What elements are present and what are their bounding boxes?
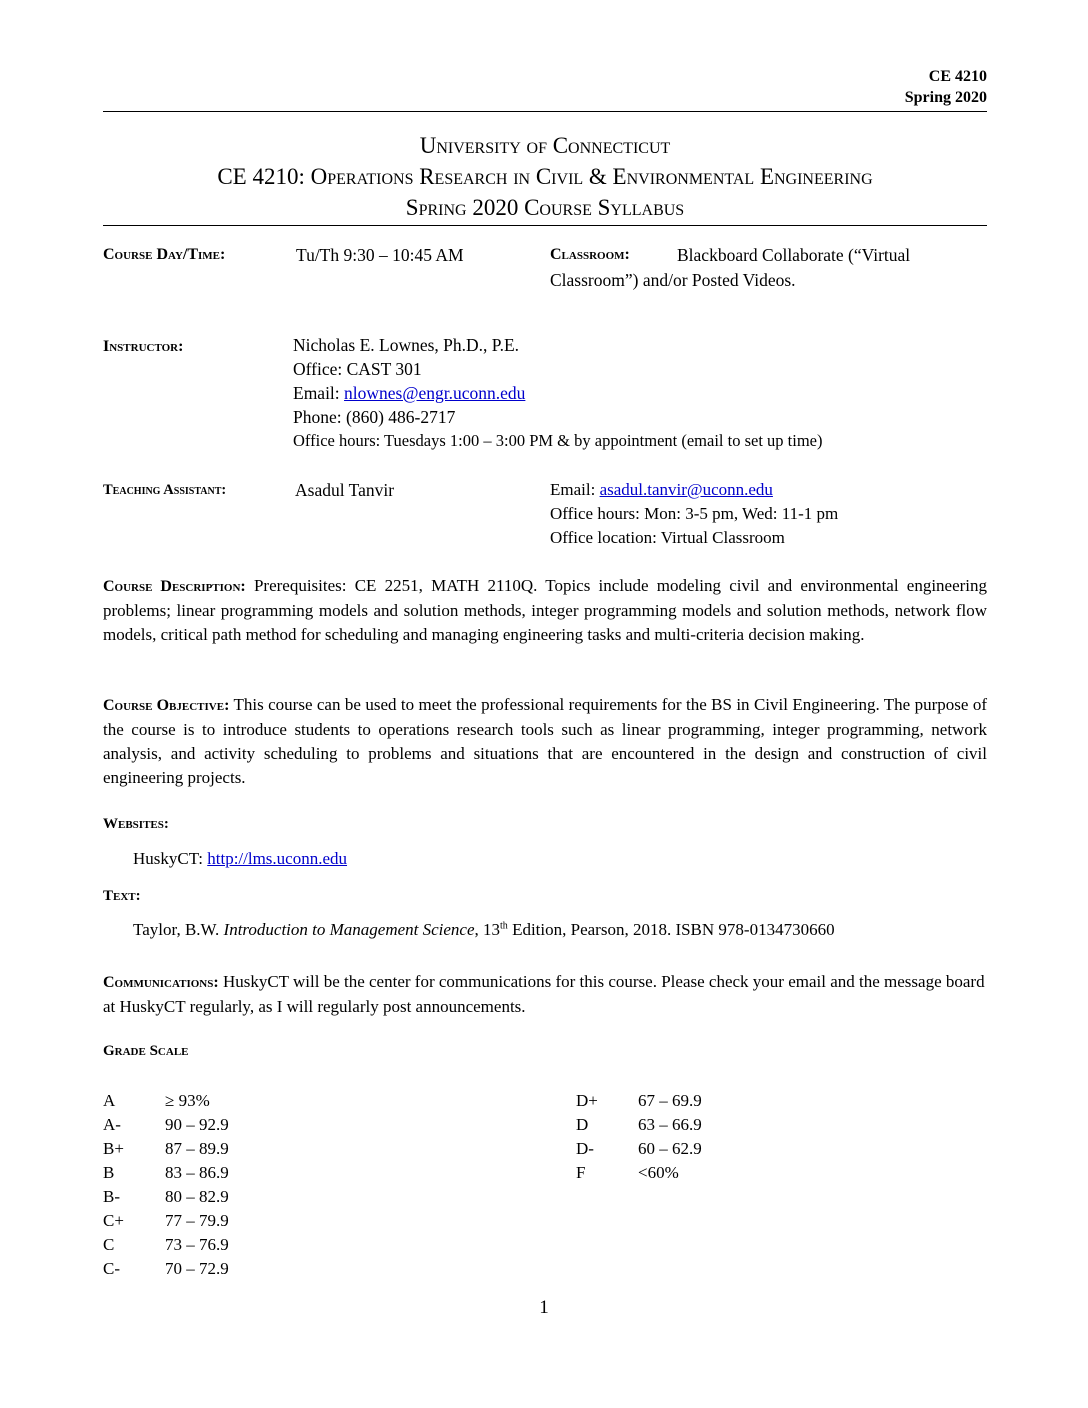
course-objective-text: This course can be used to meet the professional requirements for the BS in Civil Engineering. The purpose of the course is to introduce students to operations research tools such as linear programming, integer programming, network analysis, and activity scheduling to problems and situations that are encountered in the design and construction of civil engineering projects. <box>103 695 988 787</box>
title-university: University of Connecticut <box>419 133 671 158</box>
grade-letter: B <box>103 1163 115 1182</box>
header-course-code: CE 4210 <box>928 68 987 85</box>
grade-row <box>576 1113 702 1137</box>
header-term: Spring 2020 <box>904 89 987 106</box>
grade-range: 67 – 69.9 <box>638 1091 702 1110</box>
instructor-office-hours: Office hours: Tuesdays 1:00 – 3:00 PM & by appointment (email to set up time) <box>293 431 823 450</box>
course-objective <box>103 693 987 790</box>
communications <box>103 970 987 1019</box>
grade-range: ≥ 93% <box>165 1091 210 1110</box>
grade-letter: C- <box>103 1259 120 1278</box>
grade-letter: D <box>576 1115 589 1134</box>
ta-label: Teaching Assistant: <box>103 482 227 498</box>
ta-email-link[interactable]: asadul.tanvir@uconn.edu <box>599 480 773 499</box>
ta-office-location: Office location: Virtual Classroom <box>550 528 785 547</box>
grade-range: 73 – 76.9 <box>165 1235 229 1254</box>
grade-letter: F <box>576 1163 586 1182</box>
grade-letter: C+ <box>103 1211 124 1230</box>
websites-label: Websites: <box>103 816 169 832</box>
grade-range: 63 – 66.9 <box>638 1115 702 1134</box>
course-time-value: Tu/Th 9:30 – 10:45 AM <box>296 245 464 265</box>
instructor-office: Office: CAST 301 <box>293 359 422 379</box>
instructor-block <box>293 333 823 453</box>
grade-letter: C <box>103 1235 115 1254</box>
grade-range: 70 – 72.9 <box>165 1259 229 1278</box>
grade-range: <60% <box>638 1163 679 1182</box>
textbook-details: Edition, Pearson, 2018. ISBN 978-0134730660 <box>507 920 835 939</box>
ta-block <box>550 478 838 550</box>
ta-name: Asadul Tanvir <box>295 480 395 500</box>
ta-email-label: Email: <box>550 480 600 499</box>
course-objective-label: Course Objective: <box>103 697 230 714</box>
textbook-line <box>133 920 835 940</box>
grade-row <box>103 1137 229 1161</box>
course-description-text: Prerequisites: CE 2251, MATH 2110Q. Topics include modeling civil and environmental engineering problems; linear programming models and solution methods, integer programming models and solution methods, network flow models, critical path method for scheduling and managing engineering tasks and multi-criteria decision making. <box>103 576 988 644</box>
grade-row <box>103 1113 229 1137</box>
instructor-email-label: Email: <box>293 383 345 403</box>
grade-letter: D- <box>576 1139 594 1158</box>
websites-huskyct-line <box>133 849 347 869</box>
header-rule <box>103 111 987 112</box>
grade-row <box>576 1161 702 1185</box>
grade-row <box>103 1233 229 1257</box>
page-number: 1 <box>539 1297 549 1318</box>
textbook-title: Introduction to Management Science <box>223 920 475 939</box>
grade-letter: B- <box>103 1187 120 1206</box>
instructor-phone: Phone: (860) 486-2717 <box>293 407 456 427</box>
text-label: Text: <box>103 888 141 904</box>
grade-row <box>576 1089 702 1113</box>
grade-letter: A- <box>103 1115 121 1134</box>
course-description-label: Course Description: <box>103 578 246 595</box>
grade-range: 90 – 92.9 <box>165 1115 229 1134</box>
course-time-label: Course Day/Time: <box>103 246 226 263</box>
grade-range: 80 – 82.9 <box>165 1187 229 1206</box>
grade-letter: A <box>103 1091 116 1110</box>
classroom-line2: Classroom”) and/or Posted Videos. <box>550 270 796 290</box>
textbook-edition: , 13 <box>474 920 501 939</box>
instructor-email-line <box>293 381 823 405</box>
title-syllabus: Spring 2020 Course Syllabus <box>405 195 685 220</box>
instructor-label: Instructor: <box>103 338 184 355</box>
grade-range: 87 – 89.9 <box>165 1139 229 1158</box>
communications-label: Communications: <box>103 974 219 991</box>
grade-row <box>103 1209 229 1233</box>
grade-row <box>103 1089 229 1113</box>
grade-range: 83 – 86.9 <box>165 1163 229 1182</box>
grade-row <box>103 1161 229 1185</box>
grade-letter: D+ <box>576 1091 598 1110</box>
title-rule <box>103 225 987 226</box>
ta-email-line <box>550 478 838 502</box>
classroom-label: Classroom: <box>550 246 630 263</box>
communications-text: HuskyCT will be the center for communications for this course. Please check your email and the message board at HuskyCT regularly, as I will regularly post announcements. <box>103 972 985 1016</box>
grade-scale-label: Grade Scale <box>103 1043 189 1059</box>
grade-range: 60 – 62.9 <box>638 1139 702 1158</box>
grade-scale-right-column <box>576 1089 702 1185</box>
grade-row <box>103 1185 229 1209</box>
grade-range: 77 – 79.9 <box>165 1211 229 1230</box>
title-block <box>103 130 987 223</box>
grade-scale-left-column <box>103 1089 229 1281</box>
classroom-line1: Blackboard Collaborate (“Virtual <box>677 245 911 265</box>
course-description <box>103 574 987 647</box>
document-header <box>905 66 987 108</box>
ta-office-hours: Office hours: Mon: 3-5 pm, Wed: 11-1 pm <box>550 504 839 523</box>
huskyct-link[interactable]: http://lms.uconn.edu <box>207 849 348 868</box>
instructor-email-link[interactable]: nlownes@engr.uconn.edu <box>344 383 526 403</box>
textbook-author: Taylor, B.W. <box>133 920 224 939</box>
textbook-edition-suffix: th <box>500 920 508 932</box>
title-course: CE 4210: Operations Research in Civil & Environmental Engineering <box>217 164 873 189</box>
grade-letter: B+ <box>103 1139 124 1158</box>
instructor-name: Nicholas E. Lownes, Ph.D., P.E. <box>293 335 520 355</box>
huskyct-label: HuskyCT: <box>133 849 208 868</box>
grade-row <box>576 1137 702 1161</box>
grade-row <box>103 1257 229 1281</box>
